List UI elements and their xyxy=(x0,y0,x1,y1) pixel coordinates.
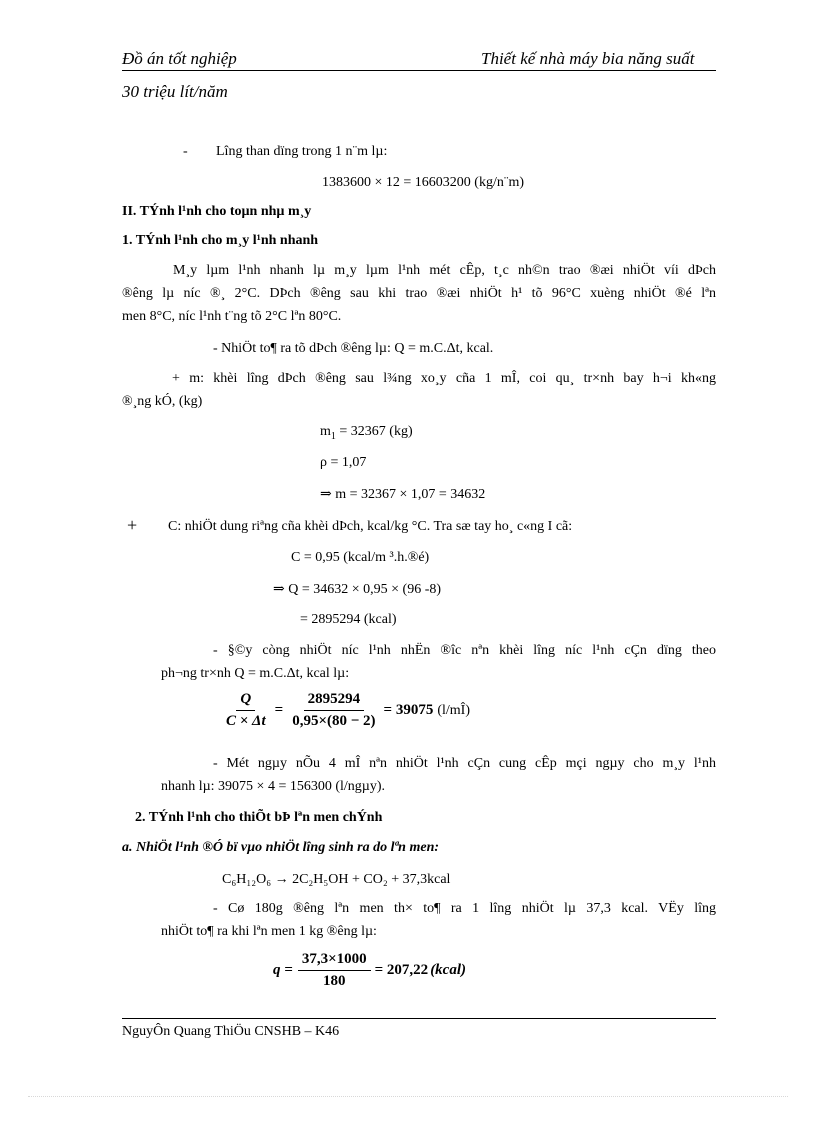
q-result: = 2895294 (kcal) xyxy=(300,612,397,627)
m1-value: $m_1 = 32367$ (kg) xyxy=(320,424,413,442)
eq2-fraction: $\frac{37,3\times 1000}{180}$ xyxy=(298,951,371,990)
bullet-dash: - xyxy=(183,144,188,159)
heading-II: II. TÝnh l¹nh cho toµn nhµ m¸y xyxy=(122,204,312,219)
para5-line2: nhanh lµ: 39075 × 4 = 156300 (l/ngµy). xyxy=(161,779,386,794)
coal-calc: 1383600 × 12 = 16603200 (kg/n¨m) xyxy=(322,175,525,190)
para6-line2: nhiÖt to¶ ra khi lªn men 1 kg ®êng lµ: xyxy=(161,924,377,939)
plus-bullet: + xyxy=(127,515,138,535)
page-edge-dots xyxy=(28,1096,788,1097)
para6-line1: - Cø 180g ®êng lªn men th× to¶ ra 1 lîng nhiÖt lµ 37,3 kcal. VËy lîng xyxy=(213,901,716,916)
mass-def-line1: + m: khèi lîng dÞch ®êng sau l¾ng xo¸y cña 1 mÎ, coi qu¸ tr×nh bay h¬i kh«ng xyxy=(172,371,716,386)
heading-a: a. NhiÖt l¹nh ®Ó bï vµo nhiÖt lîng sinh ra do lªn men: xyxy=(122,840,440,855)
para4-line2: ph¬ng tr×nh Q = m.C.Δt, kcal lµ: xyxy=(161,666,350,681)
coal-line: Lîng than dïng trong 1 n¨m lµ: xyxy=(216,144,388,159)
footer-rule xyxy=(122,1018,716,1019)
rho-value: ρ = 1,07 xyxy=(320,455,367,470)
header-right: Thiết kế nhà máy bia năng suất xyxy=(481,49,695,68)
specific-heat-value: C = 0,95 (kcal/m ³.h.®é) xyxy=(291,550,430,565)
header-rule xyxy=(122,70,716,71)
header-continuation: 30 triệu lít/năm xyxy=(122,82,228,101)
para4-line1: - §©y còng nhiÖt níc l¹nh nhËn ®îc nªn khèi lîng níc l¹nh cÇn dïng theo xyxy=(213,643,716,658)
mass-def-line2: ®¸ng kÓ, (kg) xyxy=(122,394,203,409)
heading-1: 1. TÝnh l¹nh cho m¸y l¹nh nhanh xyxy=(122,233,319,248)
fermentation-reaction: C₆H₁₂O₆ → 2C₂H₅OH + CO₂ + 37,3kcal xyxy=(222,872,451,887)
header-left: Đồ án tốt nghiệp xyxy=(122,49,237,68)
q-calc: ⇒ Q = 34632 × 0,95 × (96 -8) xyxy=(273,582,442,597)
specific-heat-def: C: nhiÖt dung riªng cña khèi dÞch, kcal/kg °C. Tra sæ tay ho¸ c«ng I cã: xyxy=(168,519,573,534)
para1-line1: M¸y lµm l¹nh nhanh lµ m¸y lµm l¹nh mét cÊp, t¸c nh©n trao ®æi nhiÖt víi dÞch xyxy=(173,263,716,278)
heat-per-kg-equation: q = $\frac{37,3\times 1000}{180}$ = 207,22 (kcal) xyxy=(273,951,467,989)
para1-line2: ®êng lµ níc ®¸ 2°C. DÞch ®êng sau khi trao ®æi nhiÖt h¹ tõ 96°C xuèng nhiÖt ®é lªn xyxy=(122,286,716,301)
para5-line1: - Mét ngµy nÕu 4 mÎ nªn nhiÖt l¹nh cÇn cung cÊp mçi ngµy cho m¸y l¹nh xyxy=(213,756,716,771)
heading-2: 2. TÝnh l¹nh cho thiÕt bÞ lªn men chÝnh xyxy=(135,810,383,825)
footer-author: NguyÔn Quang ThiÖu CNSHB – K46 xyxy=(122,1024,340,1039)
mass-calc: ⇒ m = 32367 × 1,07 = 34632 xyxy=(320,487,486,502)
para1-line3: men 8°C, níc l¹nh t¨ng tõ 2°C lªn 80°C. xyxy=(122,309,342,324)
heat-formula: - NhiÖt to¶ ra tõ dÞch ®êng lµ: Q = m.C.Δt, kcal. xyxy=(213,341,494,356)
water-volume-equation: $\frac{Q}{C \times \Delta t}$ = $\frac{2895294}{0,95\times(80 - 2)}$ = 39075 (l/mÎ) xyxy=(222,691,470,730)
eq1-fraction-symbolic: $\frac{Q}{C \times \Delta t}$ xyxy=(226,691,266,729)
eq1-fraction-numeric: $\frac{2895294}{0,95\times(80 - 2)}$ xyxy=(292,691,376,729)
